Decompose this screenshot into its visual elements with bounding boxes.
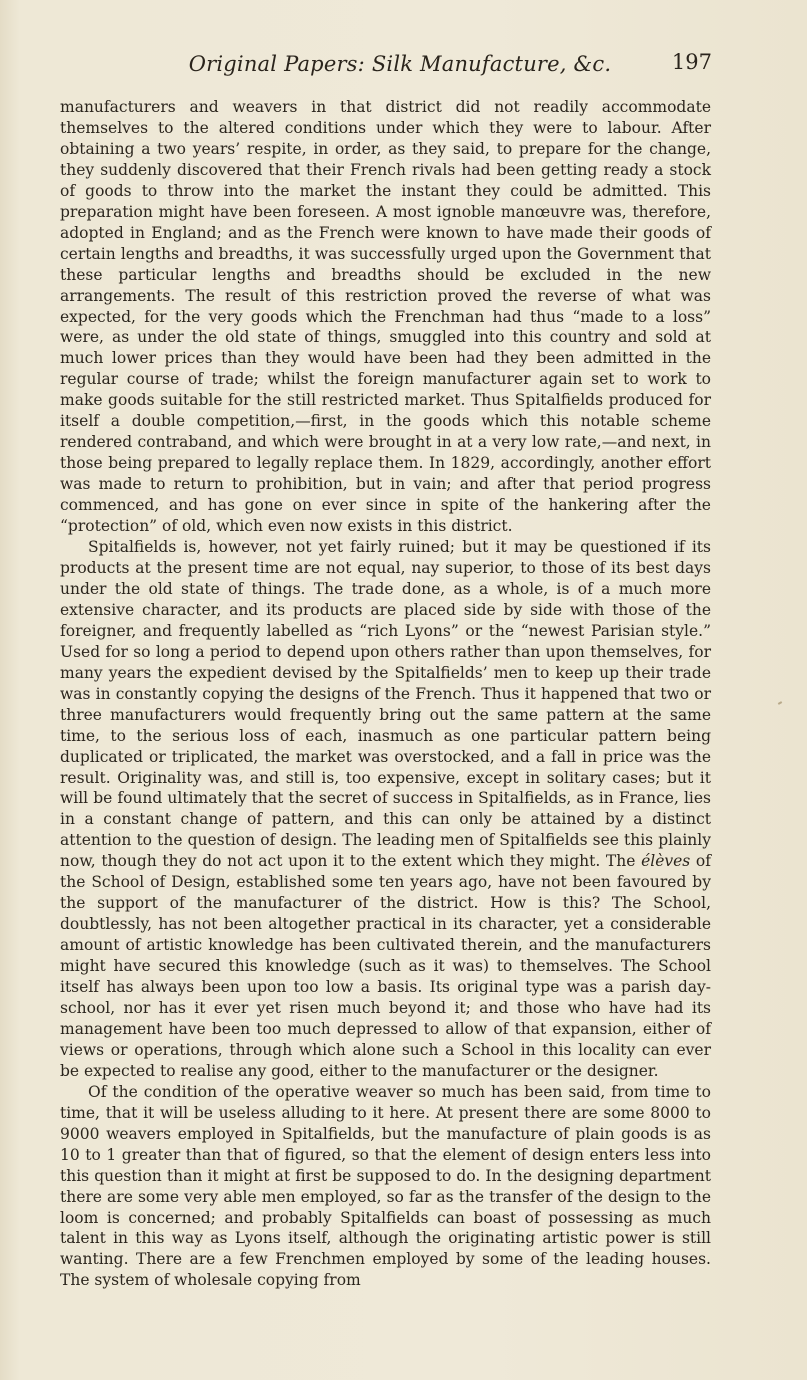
ink-speck	[778, 701, 782, 705]
running-title: Original Papers: Silk Manufacture, &c.	[188, 52, 612, 76]
paragraph-3: Of the condition of the operative weaver so much has been said, from time to time, that it will be useless alluding to it here. At present there are some 8000 to 9000 weavers employed in Spitalfields, but the manufacture of plain goods is as 10 to 1 greater than that of figured, so that the element of design enters less into this question than it might at first be supposed to do. In the designing department there are some very able men employed, so far as the transfer of the design to the loom is concerned; and probably Spitalfields can boast of possessing as much talent in this way as Lyons itself, although the originating artistic power is still wanting. There are a few Frenchmen employed by some of the leading houses. The system of wholesale copying from	[60, 1082, 711, 1290]
paragraph-1: manufacturers and weavers in that district did not readily accommodate themselves to the altered conditions under which they were to labour. After obtaining a two years’ respite, in order, as they said, to prepare for the change, they suddenly discovered that their French rivals had been getting ready a stock of goods to throw into the market the instant they could be admitted. This preparation might have been foreseen. A most ignoble manœuvre was, therefore, adopted in England; and as the French were known to have made their goods of certain lengths and breadths, it was successfully urged upon the Government that these particular lengths and breadths should be excluded in the new arrangements. The result of this restriction proved the reverse of what was expected, for the very goods which the Frenchman had thus “made to a loss” were, as under the old state of things, smuggled into this country and sold at much lower prices than they would have been had they been admitted in the regular course of trade; whilst the foreign manufacturer again set to work to make goods suitable for the still restricted market. Thus Spitalfields produced for itself a double competition,—first, in the goods which this notable scheme rendered contraband, and which were brought in at a very low rate,—and next, in those being prepared to legally replace them. In 1829, accordingly, another effort was made to return to prohibition, but in vain; and after that period progress commenced, and has gone on ever since in spite of the hankering after the “protection” of old, which even now exists in this district.	[60, 98, 711, 536]
paragraph-2-italic-term: élèves	[641, 852, 691, 871]
page-number: 197	[671, 50, 712, 74]
paragraph-2	[60, 537, 711, 1082]
paragraph-2-part-2: of the School of Design, established some ten years ago, have not been favoured by the support of the manufacturer of the district. How is this? The School, doubtlessly, has not been altogether practical in its character, yet a considerable amount of artistic knowledge has been cultivated therein, and the manufacturers might have secured this knowledge (such as it was) to themselves. The School itself has always been upon too low a basis. Its original type was a parish day-school, nor has it ever yet risen much beyond it; and those who have had its management have been too much depressed to allow of that expansion, either of views or operations, through which alone such a School in this locality can ever be expected to realise any good, either to the manufacturer or the designer.	[60, 852, 711, 1080]
paragraph-2-part-1: Spitalfields is, however, not yet fairly ruined; but it may be questioned if its products at the present time are not equal, nay superior, to those of its best days under the old state of things. The trade done, as a whole, is of a much more extensive character, and its products are placed side by side with those of the foreigner, and frequently labelled as “rich Lyons” or the “newest Parisian style.” Used for so long a period to depend upon others rather than upon themselves, for many years the expedient devised by the Spitalfields’ men to keep up their trade was in constantly copying the designs of the French. Thus it happened that two or three manufacturers would frequently bring out the same pattern at the same time, to the serious loss of each, inasmuch as one particular pattern being duplicated or triplicated, the market was overstocked, and a fall in price was the result. Originality was, and still is, too expensive, except in solitary cases; but it will be found ultimately that the secret of success in Spitalfields, as in France, lies in a constant change of pattern, and this can only be attained by a distinct attention to the question of design. The leading men of Spitalfields see this plainly now, though they do not act upon it to the extent which they might. The	[60, 538, 711, 871]
body-text	[60, 97, 711, 1291]
page-header	[88, 50, 712, 90]
